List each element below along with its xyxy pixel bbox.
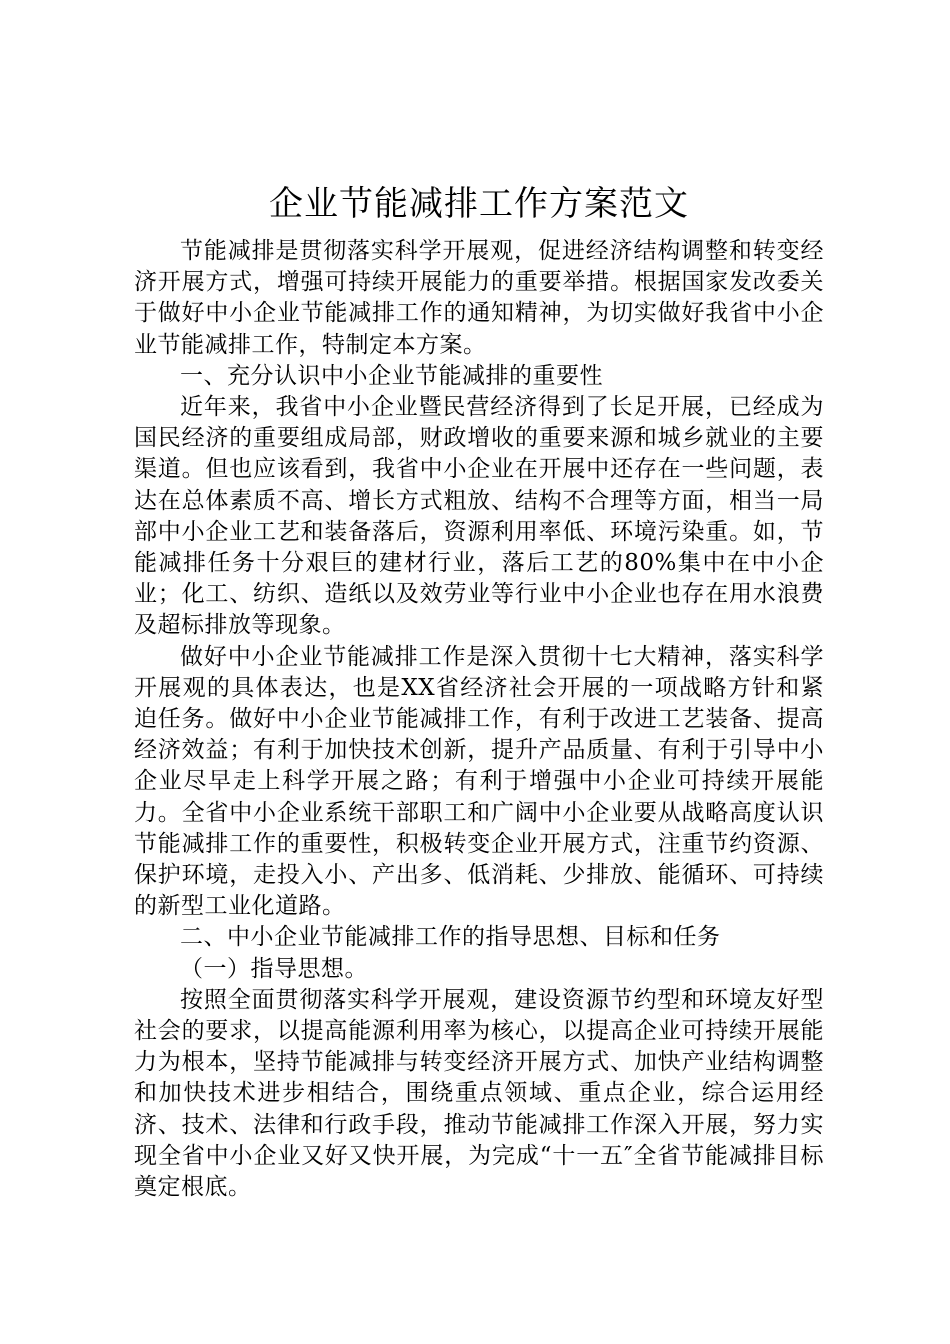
- subsection-heading: （一）指导思想。: [180, 955, 368, 982]
- intro-paragraph: 节能减排是贯彻落实科学开展观，促进经济结构调整和转变经济开展方式，增强可持续开展能力的重要举措。根据国家发改委关于做好中小企业节能减排工作的通知精神，为切实做好我省中小企业节能减排工作，特制定本方案。: [134, 238, 824, 358]
- document-page: [134, 182, 824, 1203]
- document-title: 企业节能减排工作方案范文: [269, 184, 689, 224]
- section-heading-2: 二、中小企业节能减排工作的指导思想、目标和任务: [180, 924, 721, 951]
- body-paragraph: 做好中小企业节能减排工作是深入贯彻十七大精神，落实科学开展观的具体表达，也是XX省经济社会开展的一项战略方针和紧迫任务。做好中小企业节能减排工作，有利于改进工艺装备、提高经济效益；有利于加快技术创新，提升产品质量、有利于引导中小企业尽早走上科学开展之路；有利于增强中小企业可持续开展能力。全省中小企业系统干部职工和广阔中小企业要从战略高度认识节能减排工作的重要性，积极转变企业开展方式，注重节约资源、保护环境，走投入小、产出多、低消耗、少排放、能循环、可持续的新型工业化道路。: [134, 643, 824, 920]
- section-heading-1: 一、充分认识中小企业节能减排的重要性: [180, 362, 603, 389]
- body-paragraph: 按照全面贯彻落实科学开展观，建设资源节约型和环境友好型社会的要求，以提高能源利用率为核心，以提高企业可持续开展能力为根本，坚持节能减排与转变经济开展方式、加快产业结构调整和加快技术进步相结合，围绕重点领域、重点企业，综合运用经济、技术、法律和行政手段，推动节能减排工作深入开展，努力实现全省中小企业又好又快开展，为完成“十一五″全省节能减排目标奠定根底。: [134, 986, 824, 1201]
- body-paragraph: 近年来，我省中小企业暨民营经济得到了长足开展，已经成为国民经济的重要组成局部，财政增收的重要来源和城乡就业的主要渠道。但也应该看到，我省中小企业在开展中还存在一些问题，表达在总体素质不高、增长方式粗放、结构不合理等方面，相当一局部中小企业工艺和装备落后，资源利用率低、环境污染重。如，节能减排任务十分艰巨的建材行业，落后工艺的80%集中在中小企业；化工、纺织、造纸以及效劳业等行业中小企业也存在用水浪费及超标排放等现象。: [134, 394, 824, 639]
